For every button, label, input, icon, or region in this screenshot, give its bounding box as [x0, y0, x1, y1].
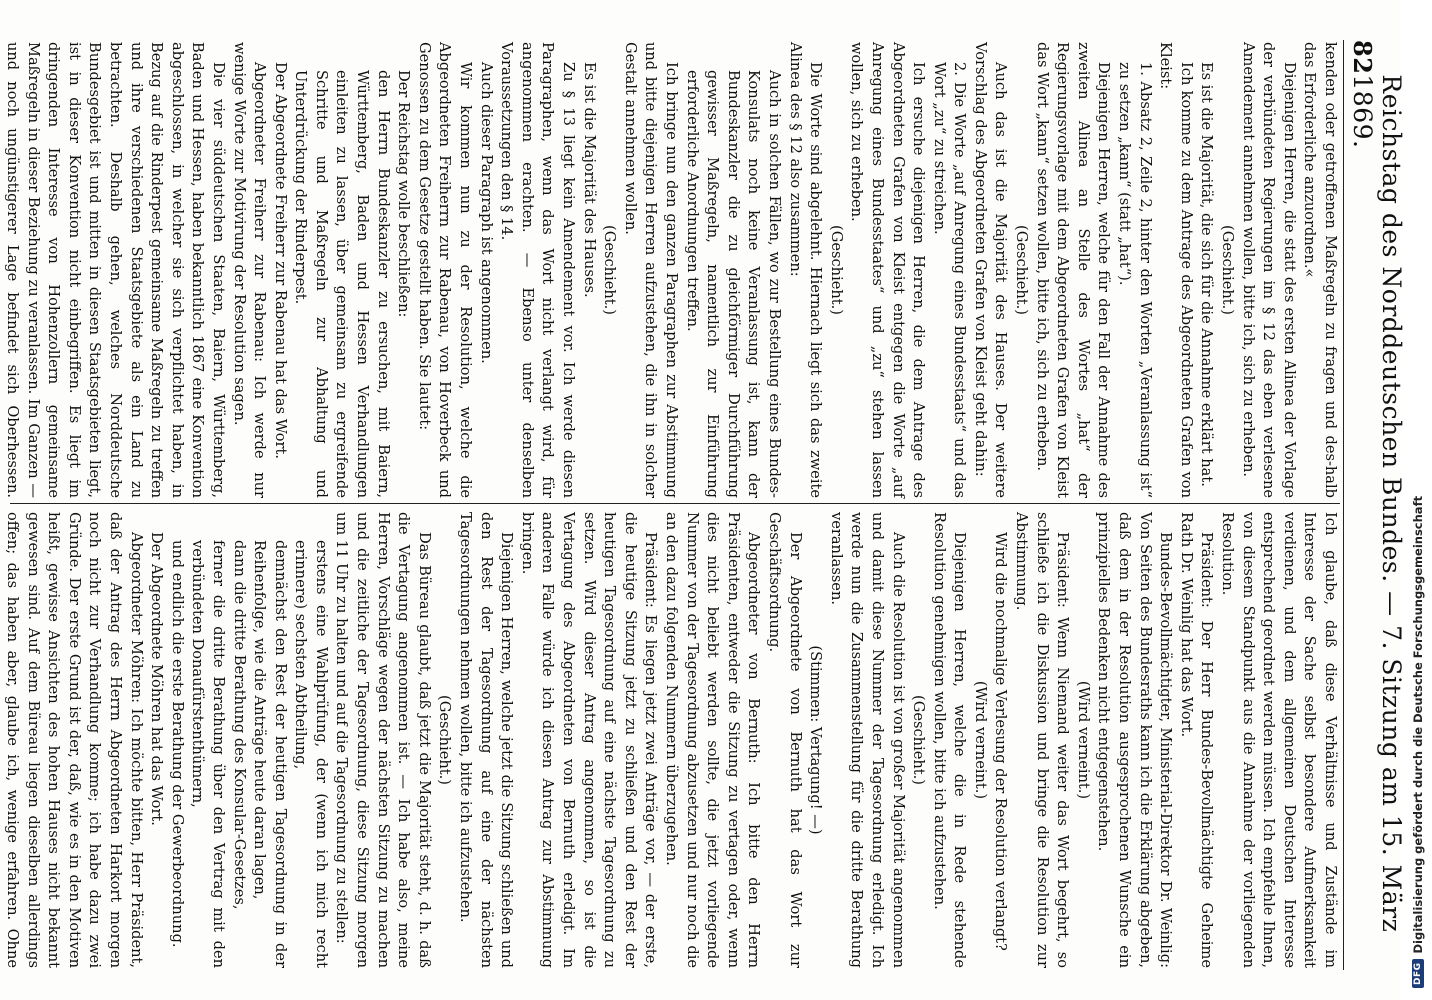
paragraph: Es ist die Majorität, die sich für die Annahme erklärt hat. [1198, 62, 1216, 487]
paragraph: kenden oder getroffenen Maßregeln zu fragen und des-halb das Erforderliche anzuordnen.« [1301, 42, 1339, 498]
paragraph: Zu § 13 liegt kein Amendement vor. Ich werde diesen Paragraphen, wenn das Wort nicht verlangt wird, für angenommen erachten. — Ebenso unter denselben Voraussetzungen den § 14. [498, 42, 578, 498]
footer-text: Digitalisierung gefördert durch die Deutsche Forschungsgemeinschaft [1411, 495, 1425, 954]
stage-direction: (Geschieht.) [1219, 225, 1237, 315]
column-divider [10, 503, 1340, 504]
quoted-text: Der Reichstag wolle beschließen: [395, 70, 413, 318]
quoted-text: und endlich die erste Berathung der Gewerbeordnung. [168, 540, 186, 948]
right-column [4, 512, 1340, 968]
paragraph: Die vier süddeutschen Staaten, Baiern, Württemberg, Baden und Hessen, haben bekanntlich 1867 eine Konvention abgeschlossen, in welcher sie sich verpflichtet haben, in Bezug auf die Rinderpest gemeinsame Maßregeln zu treffen und ihre verschiedenen Staatsgebiete als ein Land zu betrachten. Deshalb gehen, welches Norddeutsche Bundesgebiet ist und mitten in diesen Staatsgebieten liegt, ist in dieser Konvention nicht einbegriffen. Es liegt im dringenden Interesse von Hohenzollern gemeinsame Maßregeln in dieser Beziehung zu veranlassen. Im Ganzen — und noch ungünstigerer Lage befindet sich Oberhessen. [4, 42, 227, 498]
paragraph: Abgeordneter von Bernuth: Ich bitte den Herrn Präsidenten, entweder die Sitzung zu vertagen oder, wenn dies nicht beliebt werden sollte, die jetzt vorliegende Nummer von der Tagesordnung abzusetzen und nur noch die an den dazu folgenden Nummern überzugehen. [663, 512, 763, 968]
paragraph: Bundes-Bevollmächtigter, Ministerial-Direktor Dr. Weinlig: Von Seiten des Bundesraths kann ich die Erklärung abgeben, daß dem in der Resolution ausgesprochenen Wunsche ein prinzipielles Bedenken nicht entgegenstehen. [1095, 512, 1175, 968]
paragraph: Abgeordneter Möhren: Ich möchte bitten, Herr Präsident, daß der Antrag des Herrn Abgeordneten Harkort morgen noch nicht zur Verhandlung komme; ich habe dazu zwei Gründe. Der erste Grund ist der, daß, wie es in den Motiven heißt, gewisse Ansichten des hohen Hauses nicht bekannt gewesen sind. Auf dem Büreau liegen dieselben allerdings offen; das haben aber, glaube ich, wenige erfahren. Ohne [4, 512, 145, 968]
quoted-text: ferner die dritte Berathung über den Vertrag mit den verbündeten Donaufürstenthümern, [189, 540, 227, 968]
paragraph: Ich ersuche diejenigen Herren, die dem Antrage des Abgeordneten Grafen von Kleist entgegen die Worte „auf Anregung eines Bundesstaates“ und „zu“ stehen lassen wollen, sich zu erheben. [848, 42, 928, 498]
paragraph: Präsident: Wenn Niemand weiter das Wort begehrt, so schließe ich die Diskussion und bringe die Resolution zur Abstimmung. [1013, 512, 1072, 968]
paragraph: Ich bringe nun den ganzen Paragraphen zur Abstimmung und bitte diejenigen Herren aufzustehen, die ihn in solcher Gestalt annehmen wollen. [621, 42, 680, 498]
quoted-text: Auch in solchen Fällen, wo zur Bestellung eines Bundes-Konsulats noch keine Veranlassung ist, kann der Bundeskanzler die zu gleichförmiger Durchführung gewisser Maßregeln, namentlich zur Einführung erforderliche Anordnungen treffen. [683, 70, 783, 498]
paragraph: Diejenigen Herren, welche jetzt die Sitzung schließen und den Rest der Tagesordnung auf eine der nächsten Tagesordnungen nehmen wollen, bitte ich aufzustehen. [457, 512, 516, 968]
paragraph: Der Abgeordnete Möhren hat das Wort. [148, 532, 166, 826]
list-item: 2. Die Worte „auf Anregung eines Bundesstaats“ und das Wort „zu“ zu streichen. [930, 62, 969, 498]
quoted-text: dann die dritte Berathung des Konsular-Gesetzes, [230, 540, 248, 910]
quoted-text: den Herrn Bundeskanzler zu ersuchen, mit Baiern, Württemberg, Baden und Hessen Verhandlungen einleiten zu lassen, über gemeinsam zu ergreifende Schritte und Maßregeln zur Abhaltung und Unterdrückung der Rinderpest. [292, 70, 392, 498]
paragraph: Diejenigen Herren, welche für den Fall der Annahme des zweiten Alinea an Stelle des Wortes „hat“ der Regierungsvorlage mit dem Abgeordneten Grafen von Kleist das Wort „kann“ setzen wollen, bitte ich, sich zu erheben. [1033, 42, 1113, 498]
quoted-text: erstens eine Wahlprüfung, der (wenn ich mich recht erinnere) sechsten Abtheilung, [292, 540, 330, 968]
paragraph: Präsident: Es liegen jetzt zwei Anträge vor, — der erste, die heutige Sitzung jetzt zu schließen und den Rest der heutigen Tagesordnung auf eine nächste Tagesordnung zu setzen. Wird dieser Antrag angenommen, so ist die Vertagung des Abgeordneten von Bernuth erledigt. Im anderen Falle würde ich diesen Antrag zur Abstimmung bringen. [518, 512, 660, 968]
stage-direction: (Geschieht.) [827, 225, 845, 315]
dfg-logo: DFG [1412, 959, 1424, 988]
paragraph: Wir kommen nun zu der Resolution, welche die Abgeordneten Freiherrn zur Rabenau, von Hoverbeck und Genossen zu dem Gesetze gestellt haben. Sie lautet: [415, 42, 475, 498]
paragraph: Es ist die Majorität des Hauses. [580, 62, 598, 298]
paragraph: Auch dieser Paragraph ist angenommen. [477, 62, 495, 364]
page-header [1343, 40, 1406, 970]
running-title: Reichstag des Norddeutschen Bundes. — 7. Sitzung am 15. März 1869. [1348, 74, 1406, 933]
paragraph: Das Büreau glaubt, daß jetzt die Majorität steht, d. h. daß die Vertagung angenommen ist. — Ich habe also, meine Herren, Vorschläge wegen der nächsten Sitzung zu machen und die zeitliche der Tagesordnung, diese Sitzung morgen um 11 Uhr zu halten und auf die Tagesordnung zu stellen: [333, 512, 433, 968]
stage-direction: (Geschieht.) [436, 695, 454, 785]
footer-credit [1404, 0, 1432, 1000]
quoted-text: demnächst den Rest der heutigen Tagesordnung in der Reihenfolge, wie die Anträge heute daran lagen, [251, 540, 289, 968]
stage-direction: (Wird verneint.) [1074, 680, 1092, 800]
paragraph: Auch die Resolution ist von großer Majorität angenommen und damit diese Nummer der Tagesordnung erledigt. Ich werde nun die Zusammenstellung für die dritte Berathung veranlassen. [827, 512, 907, 968]
paragraph: Ich glaube, daß diese Verhältnisse und Zustände im Interesse der Sache selbst besondere Aufmerksamkeit verdienen, und dem allgemeinen Deutschen Interesse entsprechend geordnet werden müssen. Ich empfehle Ihnen, von diesem Standpunkt aus die Annahme der vorliegenden Resolution. [1219, 512, 1339, 968]
paragraph: Wird die nochmalige Verlesung der Resolution verlangt? [992, 532, 1010, 951]
paragraph: Diejenigen Herren, die statt des ersten Alinea der Vorlage der verbündeten Regierungen im § 12 das eben verlesene Amendement annehmen wollen, bitte ich, sich zu erheben. [1239, 42, 1298, 498]
paragraph: Diejenigen Herren, welche die in Rede stehende Resolution genehmigen wollen, bitte ich aufzustehen. [930, 512, 969, 968]
stage-direction: (Stimmen: Vertagung! —) [807, 645, 825, 835]
stage-direction: (Geschieht.) [601, 225, 619, 315]
stage-direction: (Wird verneint.) [971, 680, 989, 800]
stage-direction: (Geschieht.) [1013, 225, 1031, 315]
paragraph: Der Abgeordnete Freiherr zur Rabenau hat das Wort. [271, 62, 289, 460]
page-number: 82 [1348, 40, 1377, 75]
stage-direction: (Geschieht.) [910, 695, 928, 785]
paragraph: Die Worte sind abgelehnt. Hiernach liegt sich das zweite Alinea des § 12 also zusammen: [786, 42, 825, 498]
paragraph: Abgeordneter Freiherr zur Rabenau: Ich werde nur wenige Worte zur Motivirung der Resolution sagen. [230, 42, 269, 498]
left-column [4, 42, 1340, 498]
list-item: 1. Absatz 2, Zeile 2, hinter den Worten „Veranlassung ist“ zu setzen „kann“ (statt „hat“). [1116, 62, 1154, 498]
paragraph: Der Abgeordnete von Bernuth hat das Wort zur Geschäftsordnung. [765, 512, 804, 968]
paragraph: Präsident: Der Herr Bundes-Bevollmächtigte Geheime Rath Dr. Weinlig hat das Wort. [1177, 512, 1216, 968]
paragraph: Ich komme zu dem Antrage des Abgeordneten Grafen von Kleist: [1157, 42, 1195, 498]
paragraph: Auch das ist die Majorität des Hauses. Der weitere Vorschlag des Abgeordneten Grafen von Kleist geht dahin: [971, 42, 1010, 498]
